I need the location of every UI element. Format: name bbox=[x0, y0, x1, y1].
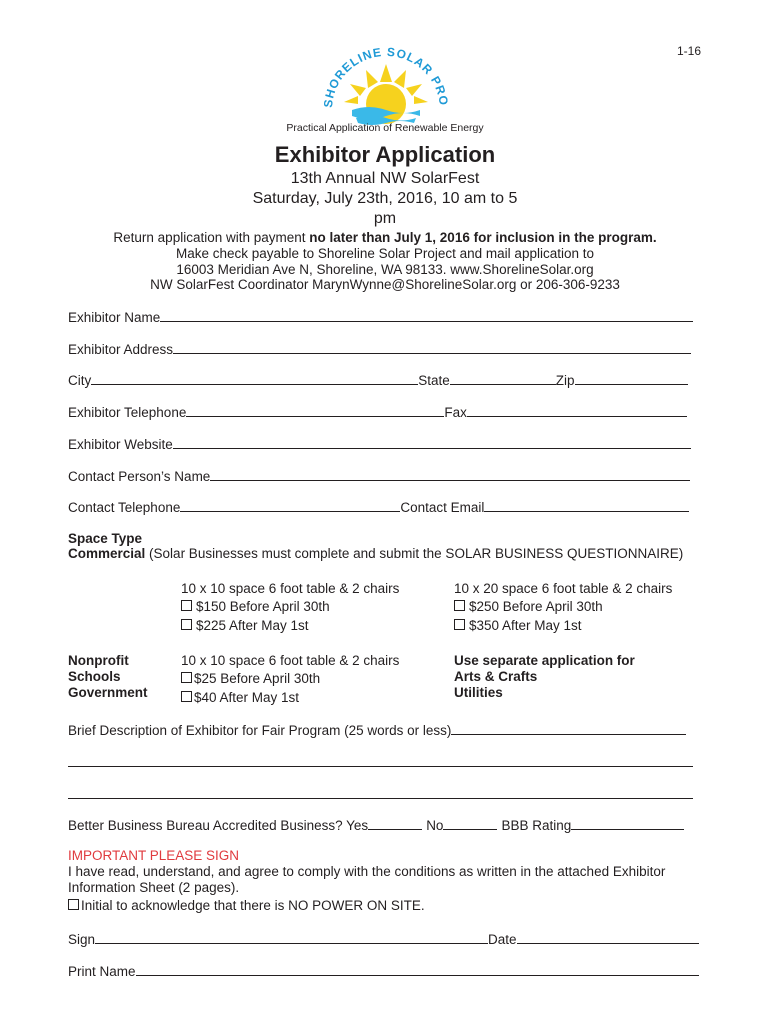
commercial-10x20-early[interactable]: $250 Before April 30th bbox=[454, 599, 603, 614]
schools-label: Schools bbox=[68, 669, 121, 684]
instructions-line4: NW SolarFest Coordinator MarynWynne@ShorelineSolar.org or 206-306-9233 bbox=[150, 277, 620, 292]
logo-tagline: Practical Application of Renewable Energy bbox=[286, 122, 484, 134]
utilities-label: Utilities bbox=[454, 685, 503, 700]
checkbox-icon bbox=[454, 619, 465, 630]
checkbox-icon bbox=[181, 619, 192, 630]
nonprofit-10x10-title: 10 x 10 space 6 foot table & 2 chairs bbox=[181, 653, 400, 668]
bbb-field[interactable]: Better Business Bureau Accredited Business? Yes No BBB Rating bbox=[68, 817, 684, 833]
nonprofit-late[interactable]: $40 After May 1st bbox=[181, 690, 299, 705]
page-title: Exhibitor Application bbox=[274, 142, 496, 167]
event-date: Saturday, July 23th, 2016, 10 am to 5 bbox=[252, 190, 518, 207]
nonprofit-early[interactable]: $25 Before April 30th bbox=[181, 671, 320, 686]
government-label: Government bbox=[68, 685, 148, 700]
telephone-fax-field[interactable]: Exhibitor Telephone Fax bbox=[68, 404, 687, 420]
checkbox-icon bbox=[181, 600, 192, 611]
exhibitor-website-field[interactable]: Exhibitor Website bbox=[68, 436, 691, 452]
shoreline-solar-logo bbox=[316, 44, 456, 126]
description-field[interactable]: Brief Description of Exhibitor for Fair Program (25 words or less) bbox=[68, 722, 686, 738]
city-state-zip-field[interactable]: City State Zip bbox=[68, 372, 688, 388]
agreement-text-line1: I have read, understand, and agree to comply with the conditions as written in the attached Exhibitor bbox=[68, 864, 666, 879]
svg-text:SHORELINE SOLAR PROJECT: SHORELINE SOLAR PRO bbox=[320, 44, 451, 109]
contact-phone-email-field[interactable]: Contact Telephone Contact Email bbox=[68, 499, 689, 515]
initial-power-checkbox[interactable]: Initial to acknowledge that there is NO POWER ON SITE. bbox=[68, 898, 425, 913]
agreement-text-line2: Information Sheet (2 pages). bbox=[68, 880, 240, 895]
commercial-10x10-early[interactable]: $150 Before April 30th bbox=[181, 599, 330, 614]
checkbox-icon bbox=[181, 672, 192, 683]
print-name-field[interactable]: Print Name bbox=[68, 963, 699, 979]
exhibitor-name-field[interactable]: Exhibitor Name bbox=[68, 309, 693, 325]
event-date-cont: pm bbox=[373, 210, 397, 227]
commercial-10x20-title: 10 x 20 space 6 foot table & 2 chairs bbox=[454, 581, 673, 596]
commercial-10x10-late[interactable]: $225 After May 1st bbox=[181, 618, 309, 633]
sun-logo-icon bbox=[316, 44, 456, 126]
arts-crafts-label: Arts & Crafts bbox=[454, 669, 538, 684]
description-line-2[interactable] bbox=[68, 766, 693, 767]
commercial-10x10-title: 10 x 10 space 6 foot table & 2 chairs bbox=[181, 581, 400, 596]
sign-date-field[interactable]: Sign Date bbox=[68, 931, 699, 947]
commercial-label: Commercial (Solar Businesses must complete and submit the SOLAR BUSINESS QUESTIONNAIRE) bbox=[68, 546, 684, 561]
instructions-line1: Return application with payment no later than July 1, 2016 for inclusion in the program. bbox=[113, 230, 657, 245]
page-number: 1-16 bbox=[677, 44, 702, 58]
exhibitor-address-field[interactable]: Exhibitor Address bbox=[68, 341, 691, 357]
contact-name-field[interactable]: Contact Person’s Name bbox=[68, 468, 690, 484]
instructions-line2: Make check payable to Shoreline Solar Project and mail application to bbox=[176, 246, 594, 261]
nonprofit-label: Nonprofit bbox=[68, 653, 129, 668]
separate-application-note: Use separate application for bbox=[454, 653, 635, 668]
description-line-3[interactable] bbox=[68, 798, 693, 799]
event-name: 13th Annual NW SolarFest bbox=[290, 170, 480, 187]
checkbox-icon bbox=[181, 691, 192, 702]
space-type-heading: Space Type bbox=[68, 531, 143, 546]
instructions-line3: 16003 Meridian Ave N, Shoreline, WA 98133. www.ShorelineSolar.org bbox=[176, 262, 594, 277]
checkbox-icon bbox=[68, 899, 79, 910]
checkbox-icon bbox=[454, 600, 465, 611]
commercial-10x20-late[interactable]: $350 After May 1st bbox=[454, 618, 582, 633]
important-sign-label: IMPORTANT PLEASE SIGN bbox=[68, 848, 240, 863]
